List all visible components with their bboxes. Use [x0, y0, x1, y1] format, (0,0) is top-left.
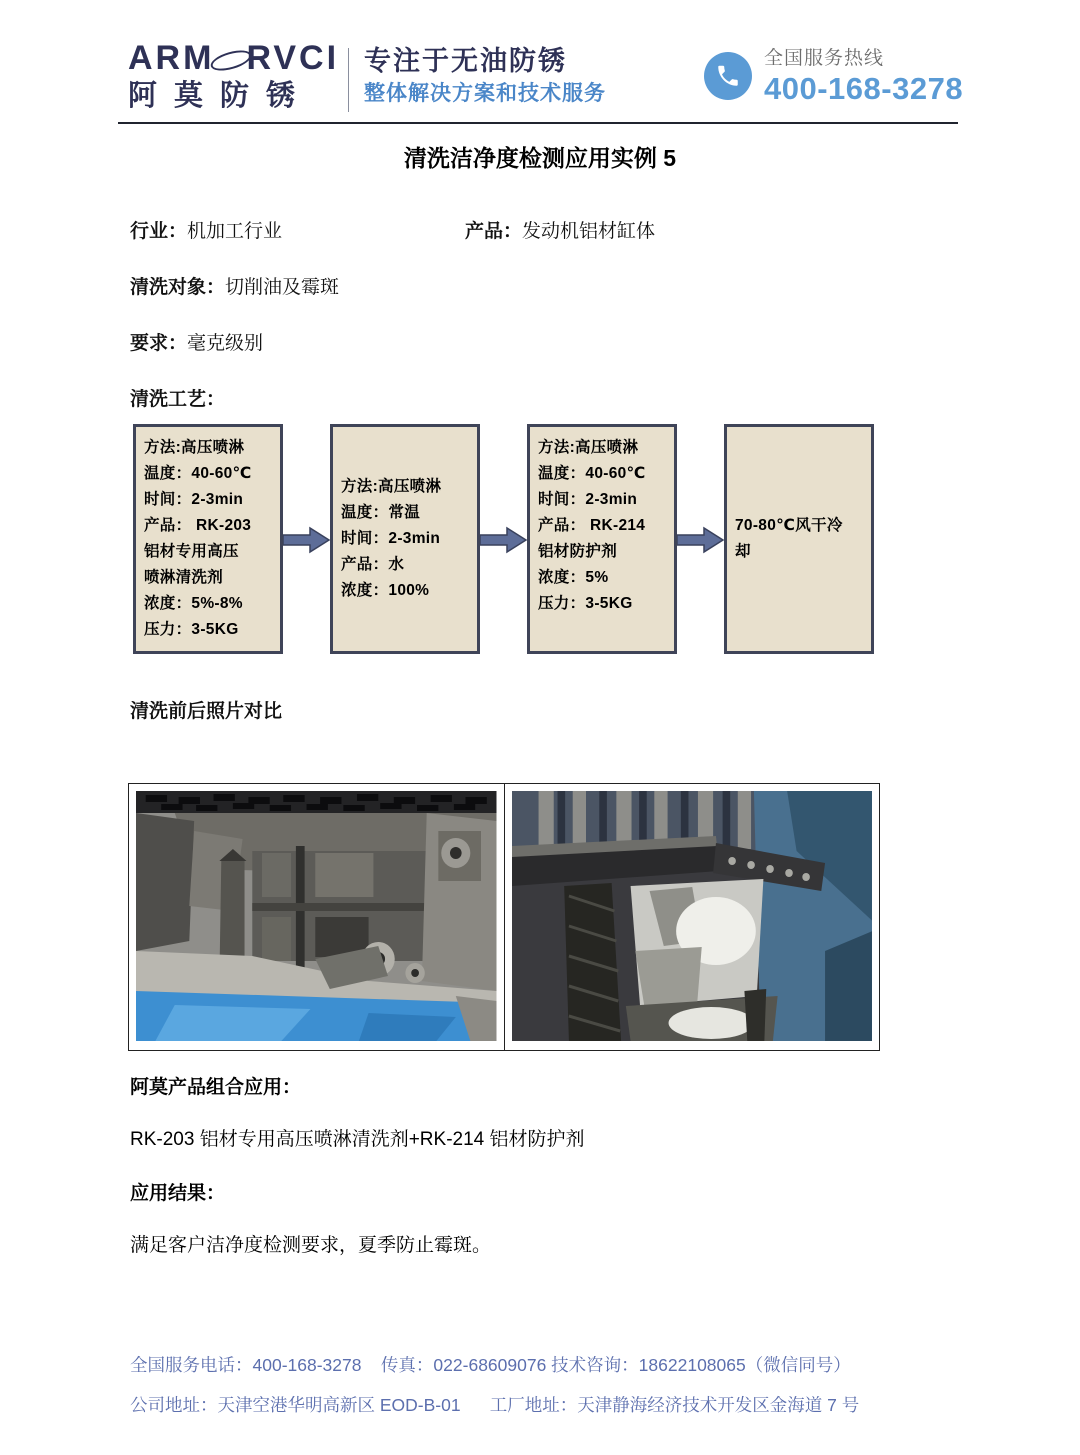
hotline-number: 400-168-3278	[764, 71, 964, 106]
flow-arrow-icon	[480, 424, 527, 656]
process-step-4-text: 70-80℃风干冷 却	[735, 517, 843, 560]
footer-address-line: 公司地址：天津空港华明高新区 EOD-B-01 工厂地址：天津静海经济技术开发区金海道 7 号	[130, 1395, 860, 1415]
photo-cell-before	[129, 784, 505, 1050]
field-cleaning-target-value: 切削油及霉斑	[225, 277, 340, 298]
photos-section-heading: 清洗前后照片对比	[130, 701, 283, 722]
footer-contact-line: 全国服务电话：400-168-3278 传真：022-68609076 技术咨询：18622108065（微信同号）	[130, 1355, 851, 1375]
field-requirement	[130, 328, 263, 355]
company-logo	[128, 40, 339, 116]
photo-comparison-table	[128, 783, 880, 1051]
photo-before	[136, 791, 497, 1041]
process-step-1	[133, 424, 283, 654]
result-section-value: 满足客户洁净度检测要求，夏季防止霉斑。	[130, 1235, 492, 1256]
field-requirement-value: 毫克级别	[187, 333, 264, 354]
process-step-3	[527, 424, 677, 654]
field-cleaning-target-label: 清洗对象：	[130, 277, 226, 298]
phone-icon	[704, 52, 752, 100]
gear-icon	[215, 43, 245, 73]
tagline-primary: 专注于无油防锈	[364, 46, 567, 76]
process-flow-diagram	[133, 424, 903, 656]
field-product-label: 产品：	[465, 221, 523, 242]
header-taglines	[364, 44, 606, 110]
logo-en-post: RVCI	[246, 39, 340, 77]
field-industry-value: 机加工行业	[187, 221, 283, 242]
field-industry-label: 行业：	[130, 221, 188, 242]
process-step-4	[724, 424, 874, 654]
process-step-2	[330, 424, 480, 654]
header-divider-line	[118, 122, 958, 124]
field-product	[465, 216, 655, 243]
logo-en-pre: ARM	[128, 39, 215, 77]
photo-cell-after	[505, 784, 880, 1050]
result-section-heading: 应用结果：	[130, 1183, 226, 1204]
field-requirement-label: 要求：	[130, 333, 188, 354]
hotline-label: 全国服务热线	[764, 48, 885, 69]
process-step-1-text: 方法:高压喷淋 温度：40-60℃ 时间：2-3min 产品： RK-203 铝材专用高压 喷淋清洗剂 浓度：5%-8% 压力：3-5KG	[144, 439, 252, 638]
header-vertical-divider	[348, 48, 349, 112]
hotline-block	[764, 46, 963, 106]
logo-wordmark	[128, 40, 339, 76]
tagline-secondary: 整体解决方案和技术服务	[364, 82, 606, 105]
page-title: 清洗洁净度检测应用实例 5	[403, 145, 677, 171]
flow-arrow-icon	[283, 424, 330, 656]
process-step-3-text: 方法:高压喷淋 温度：40-60℃ 时间：2-3min 产品： RK-214 铝材防护剂 浓度：5% 压力：3-5KG	[538, 439, 646, 612]
photo-after	[512, 791, 873, 1041]
flow-arrow-icon	[677, 424, 724, 656]
combo-section-heading: 阿莫产品组合应用：	[130, 1077, 302, 1098]
process-section-heading: 清洗工艺：	[130, 389, 226, 410]
combo-section-value: RK-203 铝材专用高压喷淋清洗剂+RK-214 铝材防护剂	[130, 1129, 585, 1150]
process-step-2-text: 方法:高压喷淋 温度：常温 时间：2-3min 产品：水 浓度：100%	[341, 478, 442, 599]
field-cleaning-target	[130, 272, 339, 299]
field-product-value: 发动机铝材缸体	[522, 221, 656, 242]
field-industry	[130, 216, 282, 243]
logo-chinese-name: 阿莫防锈	[128, 80, 313, 112]
